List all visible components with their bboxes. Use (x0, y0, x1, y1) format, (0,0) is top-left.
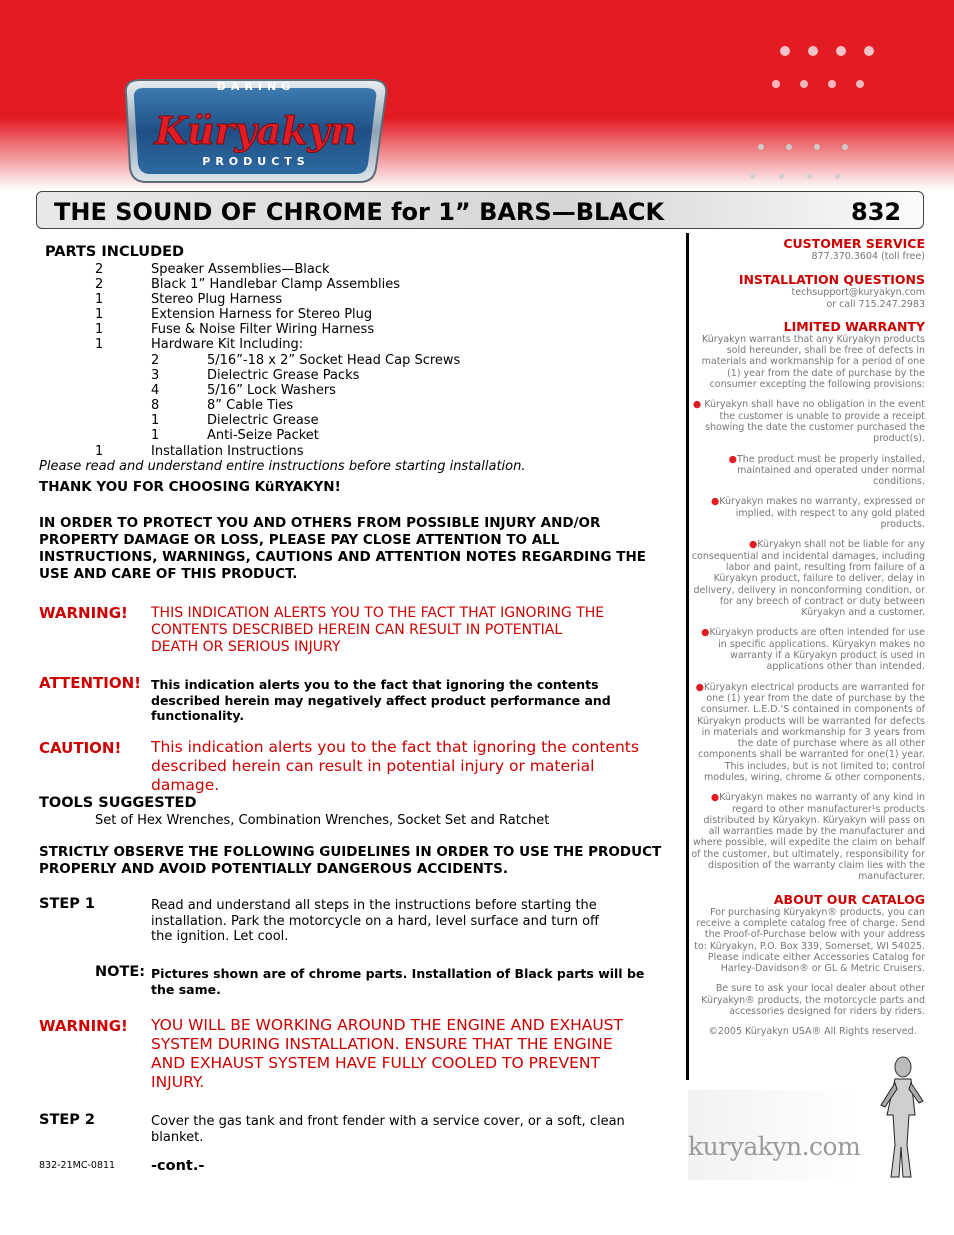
logo-bottom-text: PRODUCTS (202, 155, 310, 168)
strict-notice: STRICTLY OBSERVE THE FOLLOWING GUIDELINES IN ORDER TO USE THE PRODUCT PROPERLY AND AVOID POTENTIALLY DANGEROUS ACCIDENTS. (39, 844, 662, 877)
step1-text: Read and understand all steps in the instructions before starting the installation. Park the motorcycle on a hard, level surface and turn off the ignition. Let cool. (151, 898, 600, 944)
warning2-text: YOU WILL BE WORKING AROUND THE ENGINE AND EXHAUST SYSTEM DURING INSTALLATION. ENSURE THAT THE ENGINE AND EXHAUST SYSTEM HAVE FULLY COOLED TO PREVENT INJURY. (151, 1016, 623, 1091)
attention-label: ATTENTION! (39, 674, 142, 692)
catalog-text: For purchasing Küryakyn® products, you can receive a complete catalog free of charge. Send the Proof-of-Purchase below with your address to: Küryakyn, P.O. Box 339, Somerset, WI 54025. Please indicate either Accessories Catalog for Harley-Davidson® or GL & Metric Cruisers. (694, 906, 925, 975)
warranty-bullet: ●Küryakyn shall not be liable for any consequential and incidental damages, including labor and paint, resulting from failure of a Küryakyn product, failure to deliver, delay in delivery, delivery in nonconforming condition, or for any breech of contract or duty between Küryakyn and a customer. (691, 539, 925, 619)
list-item: Anti-Seize Packet (207, 428, 319, 444)
caution-text: This indication alerts you to the fact that ignoring the contents described herein can result in potential injury or material damage. (151, 738, 639, 794)
list-item: 2 (95, 277, 104, 293)
list-item: 1 (95, 322, 104, 338)
catalog-text-2: Be sure to ask your local dealer about other Küryakyn® products, the motorcycle parts and accessories designed for riders by riders. (701, 983, 925, 1018)
list-item: 1 (95, 307, 104, 323)
list-item: 8 (151, 398, 160, 414)
warning-text: THIS INDICATION ALERTS YOU TO THE FACT THAT IGNORING THE CONTENTS DESCRIBED HEREIN CAN RESULT IN POTENTIAL DEATH OR SERIOUS INJURY (151, 605, 605, 655)
warning2-label: WARNING! (39, 1017, 128, 1035)
customer-service-heading: CUSTOMER SERVICE (783, 236, 925, 251)
list-item: 3 (151, 368, 160, 384)
logo-brand-text: Küryakyn (154, 108, 358, 153)
parts-heading: PARTS INCLUDED (45, 244, 185, 260)
list-item: 5/16”-18 x 2” Socket Head Cap Screws (207, 353, 461, 368)
warning-label: WARNING! (39, 604, 128, 622)
warranty-bullet: ●Küryakyn makes no warranty, expressed or implied, with respect to any gold plated products. (710, 496, 925, 531)
sidebar (690, 237, 925, 1038)
list-item: Dielectric Grease (207, 413, 319, 429)
warranty-bullet: ●Küryakyn electrical products are warranted for one (1) year from the date of purchase by the consumer. L.E.D.'S contained in components of Küryakyn products will be warranted for defects in materials and workmanship for 3 years from the date of purchase where as all other components shall be warranted for one(1) year. This includes, but is not limited to; control modules, wiring, chrome & other components. (695, 681, 925, 783)
list-item: Extension Harness for Stereo Plug (151, 307, 373, 323)
note-label: NOTE: (95, 964, 146, 980)
product-title: THE SOUND OF CHROME for 1” BARS—BLACK (54, 198, 665, 226)
doc-code: 832-21MC-0811 (39, 1160, 116, 1171)
product-number: 832 (851, 198, 902, 226)
title-bar (36, 191, 924, 229)
website-text: kuryakyn.com (688, 1132, 861, 1161)
catalog-heading: ABOUT OUR CATALOG (773, 891, 925, 907)
chrome-figure-image (873, 1055, 929, 1180)
tools-heading: TOOLS SUGGESTED (39, 795, 197, 811)
installation-questions-heading: INSTALLATION QUESTIONS (738, 272, 925, 288)
list-item: Fuse & Noise Filter Wiring Harness (151, 322, 375, 338)
kuryakyn-logo (116, 76, 392, 186)
thanks-heading: THANK YOU FOR CHOOSING KüRYAKYN! (39, 479, 341, 495)
attention-text: This indication alerts you to the fact that ignoring the contents described herein may negatively affect product performance and functionality. (151, 677, 611, 723)
step2-label: STEP 2 (39, 1112, 96, 1128)
parts-last-name: Installation Instructions (151, 444, 304, 459)
list-item: 5/16” Lock Washers (207, 383, 336, 399)
kit-name-list (207, 353, 460, 444)
list-item: 1 (151, 413, 160, 429)
warranty-bullet: ●Küryakyn products are often intended for use in specific applications. Küryakyn makes no warranty if a Küryakyn product is used in applications other than intended. (701, 627, 925, 673)
list-item: Black 1” Handlebar Clamp Assemblies (151, 277, 401, 293)
step1-label: STEP 1 (39, 896, 96, 912)
tech-support-email: techsupport@kuryakyn.com (791, 287, 925, 299)
list-item: Hardware Kit Including: (151, 337, 304, 353)
copyright: ©2005 Küryakyn USA® All Rights reserved. (708, 1026, 917, 1038)
parts-last-qty: 1 (95, 444, 104, 459)
warranty-bullet: ● Küryakyn shall have no obligation in the event the customer is unable to provide a receipt showing the date the customer purchased the product(s). (692, 399, 925, 445)
kit-qty-list (151, 353, 159, 444)
list-item: 1 (151, 428, 160, 444)
continued-label: -cont.- (151, 1158, 205, 1174)
list-item: 2 (151, 353, 160, 368)
list-item: Stereo Plug Harness (151, 292, 283, 308)
list-item: Dielectric Grease Packs (207, 368, 360, 384)
warranty-bullet: ●Küryakyn makes no warranty of any kind in regard to other manufacturer¹s products distributed by Küryakyn. Küryakyn will pass on all warranties made by the manufacturer and where possible, will expedite the claim on behalf of the customer, but ultimately, responsibility for disposition of the warranty claim lies with the manufacturer. (691, 792, 925, 883)
list-item: 2 (95, 262, 104, 277)
warranty-bullet: ●The product must be properly installed, maintained and operated under normal conditions. (728, 453, 925, 488)
read-note: Please read and understand entire instructions before starting installation. (39, 459, 526, 474)
tools-text: Set of Hex Wrenches, Combination Wrenches, Socket Set and Ratchet (95, 813, 550, 828)
installation-heading: INSTALLATION (676, 86, 923, 121)
list-item: 1 (95, 337, 104, 353)
parts-qty-list (95, 262, 103, 353)
column-divider (686, 233, 689, 1080)
limited-warranty-heading: LIMITED WARRANTY (783, 318, 925, 334)
warranty-intro: Küryakyn warrants that any Küryakyn products sold hereunder, shall be free of defects in materials and workmanship for a period of one (1) year from the date of purchase by the consumer excepting the following provisions: (701, 333, 925, 391)
list-item: 1 (95, 292, 104, 308)
tech-support-phone: or call 715.247.2983 (826, 298, 925, 310)
list-item: 8” Cable Ties (207, 398, 294, 414)
logo-top-text: DARING (216, 80, 296, 93)
protect-notice: IN ORDER TO PROTECT YOU AND OTHERS FROM POSSIBLE INJURY AND/OR PROPERTY DAMAGE OR LOSS, PLEASE PAY CLOSE ATTENTION TO ALL INSTRUCTIONS, WARNINGS, CAUTIONS AND ATTENTION NOTES REGARDING THE USE AND CARE OF THIS PRODUCT. (39, 515, 646, 582)
list-item: 4 (151, 383, 160, 399)
caution-label: CAUTION! (39, 739, 122, 757)
step2-text: Cover the gas tank and front fender with a service cover, or a soft, clean blanket. (151, 1114, 625, 1145)
parts-name-list (151, 262, 400, 353)
customer-service-phone: 877.370.3604 (toll free) (811, 251, 925, 262)
list-item: Speaker Assemblies—Black (151, 262, 330, 277)
note-text: Pictures shown are of chrome parts. Installation of Black parts will be the same. (151, 966, 645, 997)
